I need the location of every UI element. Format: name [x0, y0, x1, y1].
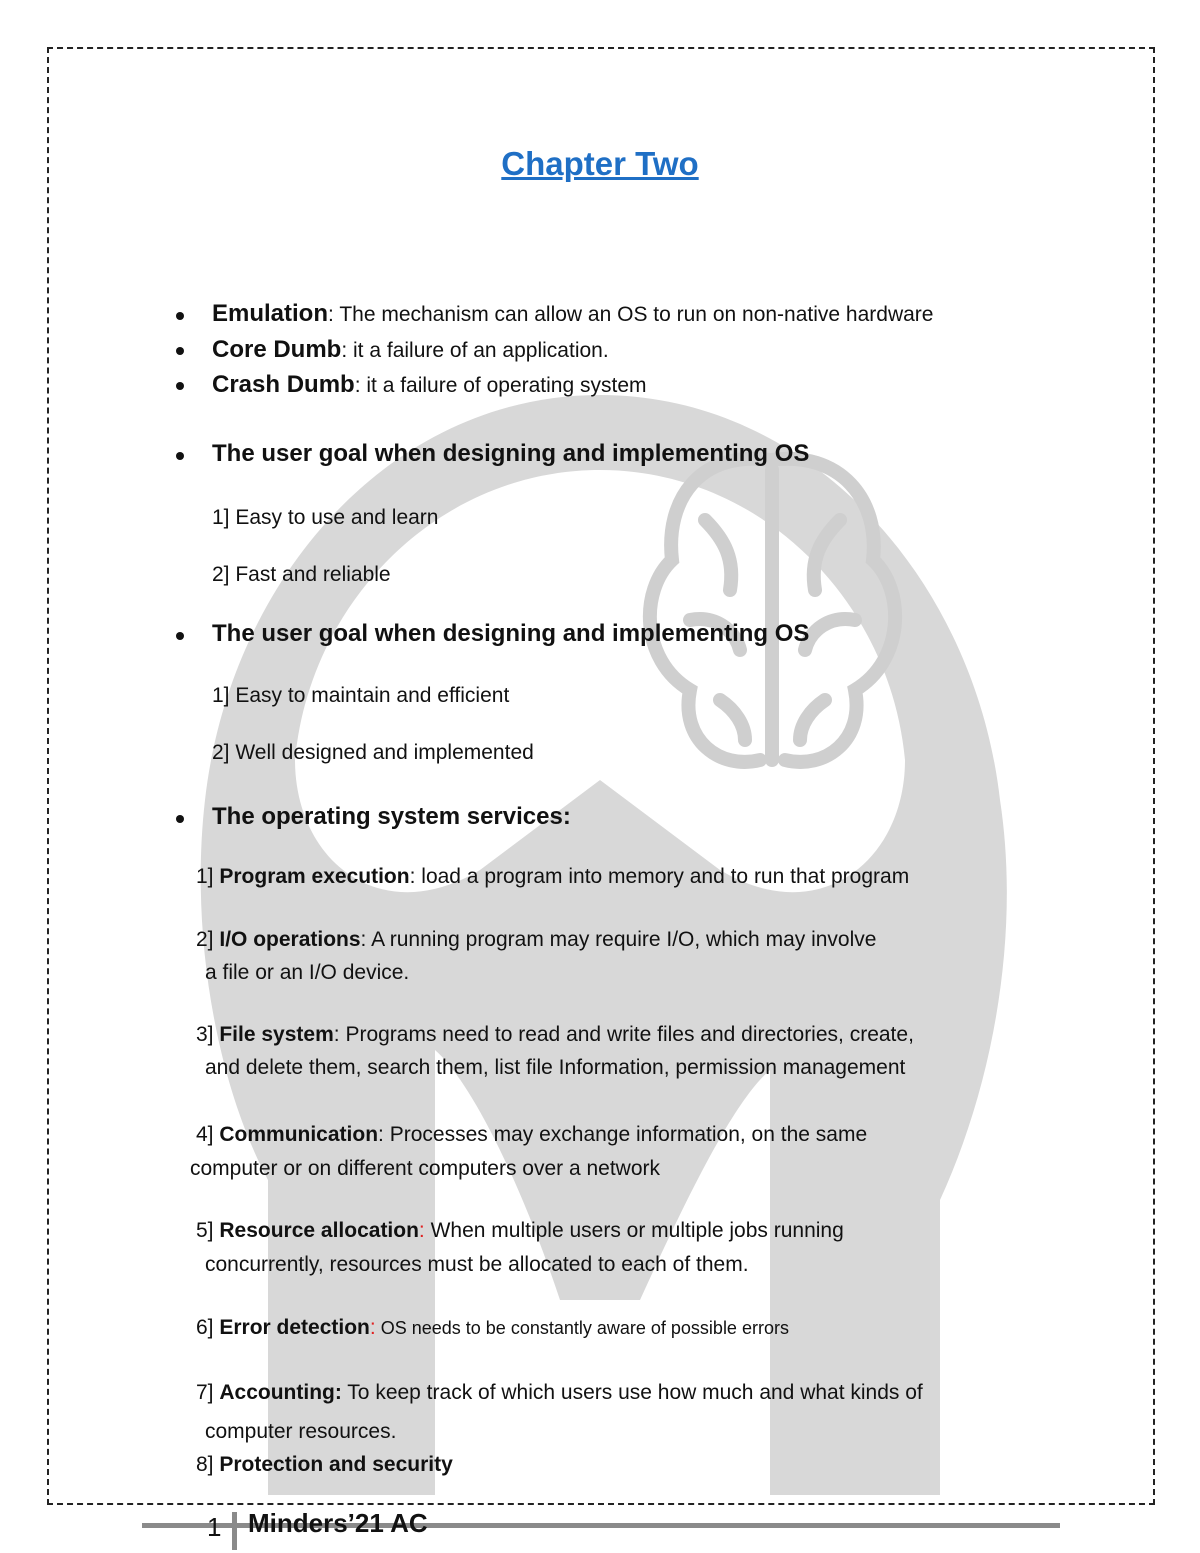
- list-item: 1] Easy to use and learn: [212, 506, 439, 529]
- bullet-icon: [176, 347, 184, 355]
- service-item-3: 3] File system: Programs need to read and write files and directories, create,: [196, 1023, 914, 1046]
- section-heading-goals-2: The user goal when designing and implementing OS: [212, 620, 810, 647]
- service-item-3-cont: and delete them, search them, list file Information, permission management: [205, 1056, 906, 1079]
- service-item-5-cont: concurrently, resources must be allocated to each of them.: [205, 1253, 749, 1276]
- bullet-icon: [176, 382, 184, 390]
- service-item-7: 7] Accounting: To keep track of which users use how much and what kinds of: [196, 1381, 923, 1404]
- service-item-7-cont: computer resources.: [205, 1420, 397, 1443]
- list-item: 2] Fast and reliable: [212, 563, 391, 586]
- bullet-icon: [176, 452, 184, 460]
- footer-divider: [232, 1512, 237, 1550]
- definition-core-dumb: Core Dumb: it a failure of an application.: [212, 336, 609, 363]
- service-item-8: 8] Protection and security: [196, 1453, 453, 1476]
- list-item: 1] Easy to maintain and efficient: [212, 684, 510, 707]
- page-border: [47, 47, 1155, 1505]
- section-heading-services: The operating system services:: [212, 803, 571, 830]
- bullet-icon: [176, 312, 184, 320]
- definition-emulation: Emulation: The mechanism can allow an OS to run on non-native hardware: [212, 300, 934, 327]
- service-item-5: 5] Resource allocation: When multiple users or multiple jobs running: [196, 1219, 844, 1242]
- bullet-icon: [176, 815, 184, 823]
- definition-crash-dumb: Crash Dumb: it a failure of operating system: [212, 371, 647, 398]
- page-number: 1: [207, 1512, 222, 1542]
- page-title: Chapter Two: [501, 145, 699, 182]
- service-item-2: 2] I/O operations: A running program may require I/O, which may involve: [196, 928, 877, 951]
- list-item: 2] Well designed and implemented: [212, 741, 534, 764]
- service-item-6: 6] Error detection: OS needs to be constantly aware of possible errors: [196, 1316, 789, 1339]
- service-item-1: 1] Program execution: load a program into memory and to run that program: [196, 865, 910, 888]
- footer-text: Minders’21 AC: [248, 1508, 428, 1538]
- service-item-4-cont: computer or on different computers over a network: [190, 1157, 661, 1180]
- bullet-icon: [176, 632, 184, 640]
- service-item-2-cont: a file or an I/O device.: [205, 961, 410, 984]
- section-heading-goals-1: The user goal when designing and implementing OS: [212, 440, 810, 467]
- service-item-4: 4] Communication: Processes may exchange information, on the same: [196, 1123, 868, 1146]
